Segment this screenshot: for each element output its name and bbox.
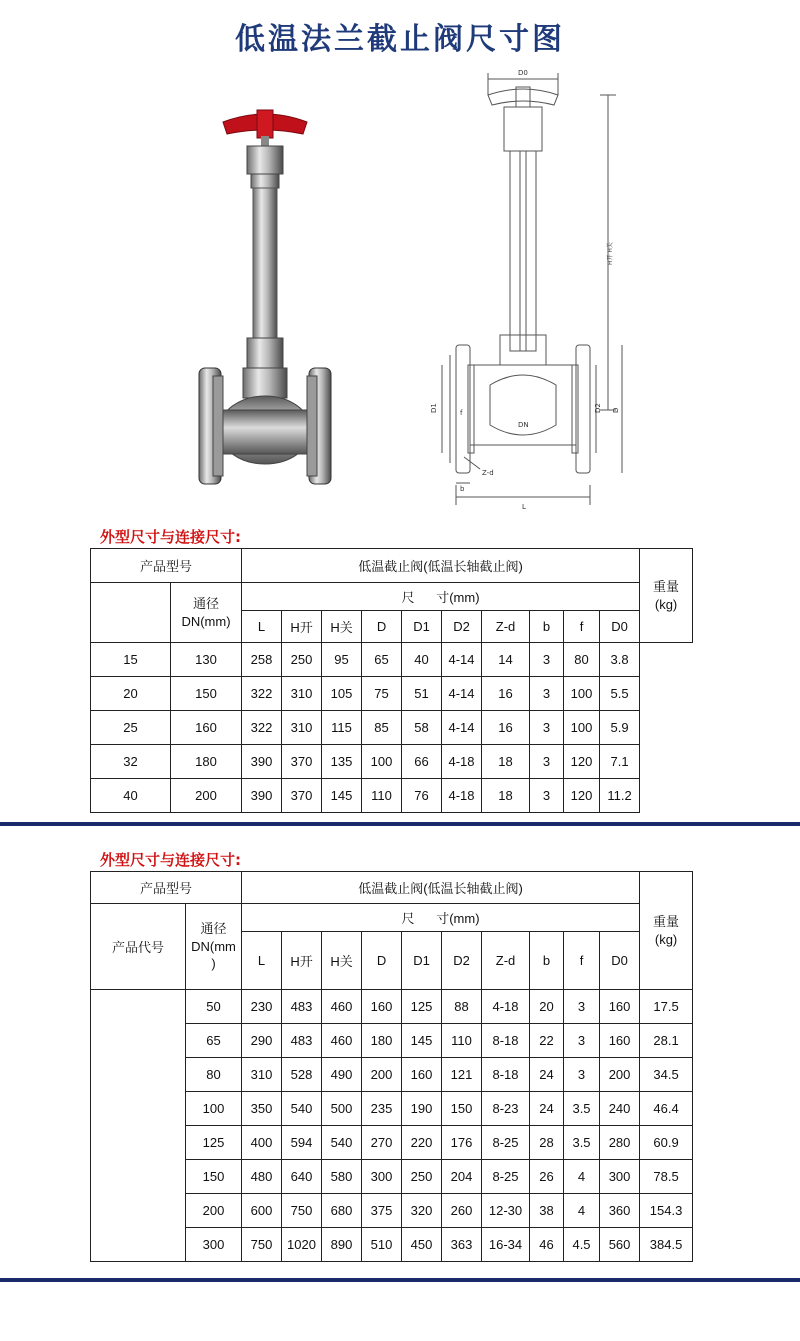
table-cell: 88 xyxy=(442,990,482,1024)
table-cell: 594 xyxy=(282,1126,322,1160)
table-cell: 390 xyxy=(242,779,282,813)
column-header: D0 xyxy=(600,932,640,990)
dn-header: 通径 DN(mm) xyxy=(171,583,242,643)
table-row xyxy=(91,711,693,745)
svg-text:DN: DN xyxy=(518,421,529,429)
table-cell: 75 xyxy=(362,677,402,711)
table-cell: 4-14 xyxy=(442,643,482,677)
table-cell: 130 xyxy=(171,643,242,677)
table-cell: 390 xyxy=(242,745,282,779)
table-cell: 4 xyxy=(564,1194,600,1228)
table-cell: 370 xyxy=(282,779,322,813)
table-cell: 3 xyxy=(530,677,564,711)
section-divider-1 xyxy=(0,822,800,826)
table-cell: 258 xyxy=(242,643,282,677)
table-cell: 135 xyxy=(322,745,362,779)
column-header: f xyxy=(564,932,600,990)
dn-cell: 50 xyxy=(186,990,242,1024)
column-header: D xyxy=(362,932,402,990)
table-cell: 360 xyxy=(600,1194,640,1228)
table-cell: 200 xyxy=(600,1058,640,1092)
table-cell: 145 xyxy=(402,1024,442,1058)
column-header: D2 xyxy=(442,611,482,643)
table-cell: 260 xyxy=(442,1194,482,1228)
table-cell: 4-18 xyxy=(442,745,482,779)
table-cell: 4-14 xyxy=(442,711,482,745)
table-cell: 240 xyxy=(600,1092,640,1126)
table-cell: 160 xyxy=(600,1024,640,1058)
table-cell: 8-25 xyxy=(482,1160,530,1194)
spec-table-2 xyxy=(90,871,693,1262)
column-header: D1 xyxy=(402,932,442,990)
size-header: 尺 寸(mm) xyxy=(242,904,640,932)
table-cell: 750 xyxy=(242,1228,282,1262)
table-cell: 80 xyxy=(564,643,600,677)
column-header: b xyxy=(530,932,564,990)
column-header: L xyxy=(242,932,282,990)
column-header: D xyxy=(362,611,402,643)
model-code-cell xyxy=(91,583,171,643)
table-cell: 363 xyxy=(442,1228,482,1262)
table-cell: 65 xyxy=(362,643,402,677)
table-cell: 24 xyxy=(530,1058,564,1092)
table-cell: 3 xyxy=(564,1024,600,1058)
page-title: 低温法兰截止阀尺寸图 xyxy=(235,22,565,57)
column-header: H关 xyxy=(322,611,362,643)
table-cell: 20 xyxy=(530,990,564,1024)
section-divider-2 xyxy=(0,1278,800,1282)
table-cell: 560 xyxy=(600,1228,640,1262)
table-cell: 125 xyxy=(402,990,442,1024)
model-header: 产品型号 xyxy=(91,872,242,904)
table-cell: 76 xyxy=(402,779,442,813)
table-row xyxy=(91,990,693,1024)
table-cell: 110 xyxy=(442,1024,482,1058)
weight-cell: 3.8 xyxy=(600,643,640,677)
table-cell: 300 xyxy=(600,1160,640,1194)
table-cell: 160 xyxy=(171,711,242,745)
table-cell: 200 xyxy=(362,1058,402,1092)
table-cell: 450 xyxy=(402,1228,442,1262)
table-cell: 3 xyxy=(564,1058,600,1092)
weight-cell: 5.5 xyxy=(600,677,640,711)
table-cell: 8-18 xyxy=(482,1058,530,1092)
table-cell: 26 xyxy=(530,1160,564,1194)
table-cell: 180 xyxy=(171,745,242,779)
weight-cell: 7.1 xyxy=(600,745,640,779)
column-header: Z-d xyxy=(482,611,530,643)
table-cell: 160 xyxy=(362,990,402,1024)
table-cell: 375 xyxy=(362,1194,402,1228)
table-cell: 150 xyxy=(171,677,242,711)
table-cell: 500 xyxy=(322,1092,362,1126)
table-cell: 105 xyxy=(322,677,362,711)
table-cell: 4 xyxy=(564,1160,600,1194)
table-cell: 3 xyxy=(530,711,564,745)
table-cell: 460 xyxy=(322,990,362,1024)
table-cell: 16 xyxy=(482,711,530,745)
column-header: H开 xyxy=(282,611,322,643)
table-cell: 95 xyxy=(322,643,362,677)
table-cell: 290 xyxy=(242,1024,282,1058)
svg-text:D2: D2 xyxy=(594,403,602,413)
dn-header: 通径 DN(mm ) xyxy=(186,904,242,990)
table-cell: 310 xyxy=(282,677,322,711)
weight-cell: 78.5 xyxy=(640,1160,693,1194)
dn-cell: 25 xyxy=(91,711,171,745)
table-cell: 528 xyxy=(282,1058,322,1092)
svg-text:D: D xyxy=(612,407,620,413)
svg-text:H开 H关: H开 H关 xyxy=(607,242,614,265)
weight-cell: 384.5 xyxy=(640,1228,693,1262)
table-row xyxy=(91,677,693,711)
weight-cell: 154.3 xyxy=(640,1194,693,1228)
model-header: 产品型号 xyxy=(91,549,242,583)
table-cell: 322 xyxy=(242,677,282,711)
dn-cell: 200 xyxy=(186,1194,242,1228)
table-cell: 24 xyxy=(530,1092,564,1126)
table-cell: 3 xyxy=(530,745,564,779)
table-row xyxy=(91,779,693,813)
table-cell: 8-25 xyxy=(482,1126,530,1160)
svg-text:D1: D1 xyxy=(430,403,438,413)
table-cell: 115 xyxy=(322,711,362,745)
column-header: Z-d xyxy=(482,932,530,990)
valve-type-header: 低温截止阀(低温长轴截止阀) xyxy=(242,872,640,904)
valve-photo xyxy=(185,100,345,490)
dn-cell: 150 xyxy=(186,1160,242,1194)
table-cell: 16 xyxy=(482,677,530,711)
table-cell: 8-18 xyxy=(482,1024,530,1058)
table-cell: 110 xyxy=(362,779,402,813)
table-row xyxy=(91,745,693,779)
section-title-2: 外型尺寸与连接尺寸: xyxy=(100,851,241,869)
table-cell: 4-18 xyxy=(482,990,530,1024)
table-cell: 310 xyxy=(242,1058,282,1092)
table-cell: 180 xyxy=(362,1024,402,1058)
table-cell: 483 xyxy=(282,990,322,1024)
table-cell: 100 xyxy=(564,677,600,711)
table-cell: 350 xyxy=(242,1092,282,1126)
column-header: D1 xyxy=(402,611,442,643)
table-cell: 540 xyxy=(282,1092,322,1126)
table-cell: 400 xyxy=(242,1126,282,1160)
svg-text:Z-d: Z-d xyxy=(482,469,494,477)
table-cell: 51 xyxy=(402,677,442,711)
table-cell: 220 xyxy=(402,1126,442,1160)
table-cell: 310 xyxy=(282,711,322,745)
dn-cell: 65 xyxy=(186,1024,242,1058)
table-cell: 640 xyxy=(282,1160,322,1194)
table-cell: 46 xyxy=(530,1228,564,1262)
weight-cell: 5.9 xyxy=(600,711,640,745)
table-cell: 890 xyxy=(322,1228,362,1262)
table-cell: 100 xyxy=(564,711,600,745)
table-cell: 540 xyxy=(322,1126,362,1160)
table-cell: 176 xyxy=(442,1126,482,1160)
table-cell: 370 xyxy=(282,745,322,779)
table-cell: 250 xyxy=(402,1160,442,1194)
table-cell: 235 xyxy=(362,1092,402,1126)
dn-cell: 100 xyxy=(186,1092,242,1126)
weight-cell: 46.4 xyxy=(640,1092,693,1126)
table-cell: 4-18 xyxy=(442,779,482,813)
svg-text:D0: D0 xyxy=(518,69,528,77)
svg-text:f: f xyxy=(460,409,463,417)
table-cell: 3.5 xyxy=(564,1092,600,1126)
table-cell: 4.5 xyxy=(564,1228,600,1262)
table-cell: 8-23 xyxy=(482,1092,530,1126)
spec-table-1 xyxy=(90,548,693,813)
table-cell: 18 xyxy=(482,779,530,813)
table-cell: 58 xyxy=(402,711,442,745)
table-cell: 16-34 xyxy=(482,1228,530,1262)
table-cell: 750 xyxy=(282,1194,322,1228)
table-cell: 121 xyxy=(442,1058,482,1092)
table-cell: 14 xyxy=(482,643,530,677)
table-cell: 3 xyxy=(564,990,600,1024)
svg-text:L: L xyxy=(522,503,526,511)
size-header: 尺 寸(mm) xyxy=(242,583,640,611)
column-header: H开 xyxy=(282,932,322,990)
weight-cell: 60.9 xyxy=(640,1126,693,1160)
weight-cell: 28.1 xyxy=(640,1024,693,1058)
table-cell: 22 xyxy=(530,1024,564,1058)
table-cell: 270 xyxy=(362,1126,402,1160)
table-cell: 680 xyxy=(322,1194,362,1228)
table-cell: 66 xyxy=(402,745,442,779)
dn-cell: 20 xyxy=(91,677,171,711)
weight-cell: 11.2 xyxy=(600,779,640,813)
table-cell: 600 xyxy=(242,1194,282,1228)
table-cell: 460 xyxy=(322,1024,362,1058)
table-cell: 4-14 xyxy=(442,677,482,711)
weight-cell: 34.5 xyxy=(640,1058,693,1092)
column-header: f xyxy=(564,611,600,643)
table-cell: 230 xyxy=(242,990,282,1024)
column-header: H关 xyxy=(322,932,362,990)
table-cell: 120 xyxy=(564,745,600,779)
column-header: L xyxy=(242,611,282,643)
svg-text:b: b xyxy=(460,485,465,493)
dimension-drawing xyxy=(430,65,650,515)
table-cell: 490 xyxy=(322,1058,362,1092)
table-cell: 100 xyxy=(362,745,402,779)
column-header: D0 xyxy=(600,611,640,643)
table-cell: 18 xyxy=(482,745,530,779)
table-row xyxy=(91,643,693,677)
table-cell: 322 xyxy=(242,711,282,745)
weight-header: 重量 (kg) xyxy=(640,549,693,643)
table-cell: 3.5 xyxy=(564,1126,600,1160)
table-cell: 3 xyxy=(530,643,564,677)
table-cell: 580 xyxy=(322,1160,362,1194)
table-cell: 12-30 xyxy=(482,1194,530,1228)
table-cell: 120 xyxy=(564,779,600,813)
table-cell: 40 xyxy=(402,643,442,677)
table-cell: 1020 xyxy=(282,1228,322,1262)
table-cell: 160 xyxy=(600,990,640,1024)
table-cell: 480 xyxy=(242,1160,282,1194)
table-cell: 320 xyxy=(402,1194,442,1228)
weight-cell: 17.5 xyxy=(640,990,693,1024)
table-cell: 3 xyxy=(530,779,564,813)
table-cell: 510 xyxy=(362,1228,402,1262)
valve-type-header: 低温截止阀(低温长轴截止阀) xyxy=(242,549,640,583)
dn-cell: 125 xyxy=(186,1126,242,1160)
table-cell: 483 xyxy=(282,1024,322,1058)
table-cell: 150 xyxy=(442,1092,482,1126)
dn-cell: 300 xyxy=(186,1228,242,1262)
weight-header: 重量 (kg) xyxy=(640,872,693,990)
table-cell: 190 xyxy=(402,1092,442,1126)
table-cell: 250 xyxy=(282,643,322,677)
table-cell: 85 xyxy=(362,711,402,745)
table-cell: 204 xyxy=(442,1160,482,1194)
dn-cell: 40 xyxy=(91,779,171,813)
dn-cell: 32 xyxy=(91,745,171,779)
column-header: D2 xyxy=(442,932,482,990)
dn-cell: 15 xyxy=(91,643,171,677)
model-code-cell xyxy=(91,990,186,1262)
dn-cell: 80 xyxy=(186,1058,242,1092)
table-cell: 28 xyxy=(530,1126,564,1160)
table-cell: 145 xyxy=(322,779,362,813)
section-title-1: 外型尺寸与连接尺寸: xyxy=(100,528,241,546)
table-cell: 300 xyxy=(362,1160,402,1194)
column-header: b xyxy=(530,611,564,643)
table-cell: 38 xyxy=(530,1194,564,1228)
table-cell: 280 xyxy=(600,1126,640,1160)
table-cell: 160 xyxy=(402,1058,442,1092)
code-header: 产品代号 xyxy=(91,904,186,990)
table-cell: 200 xyxy=(171,779,242,813)
